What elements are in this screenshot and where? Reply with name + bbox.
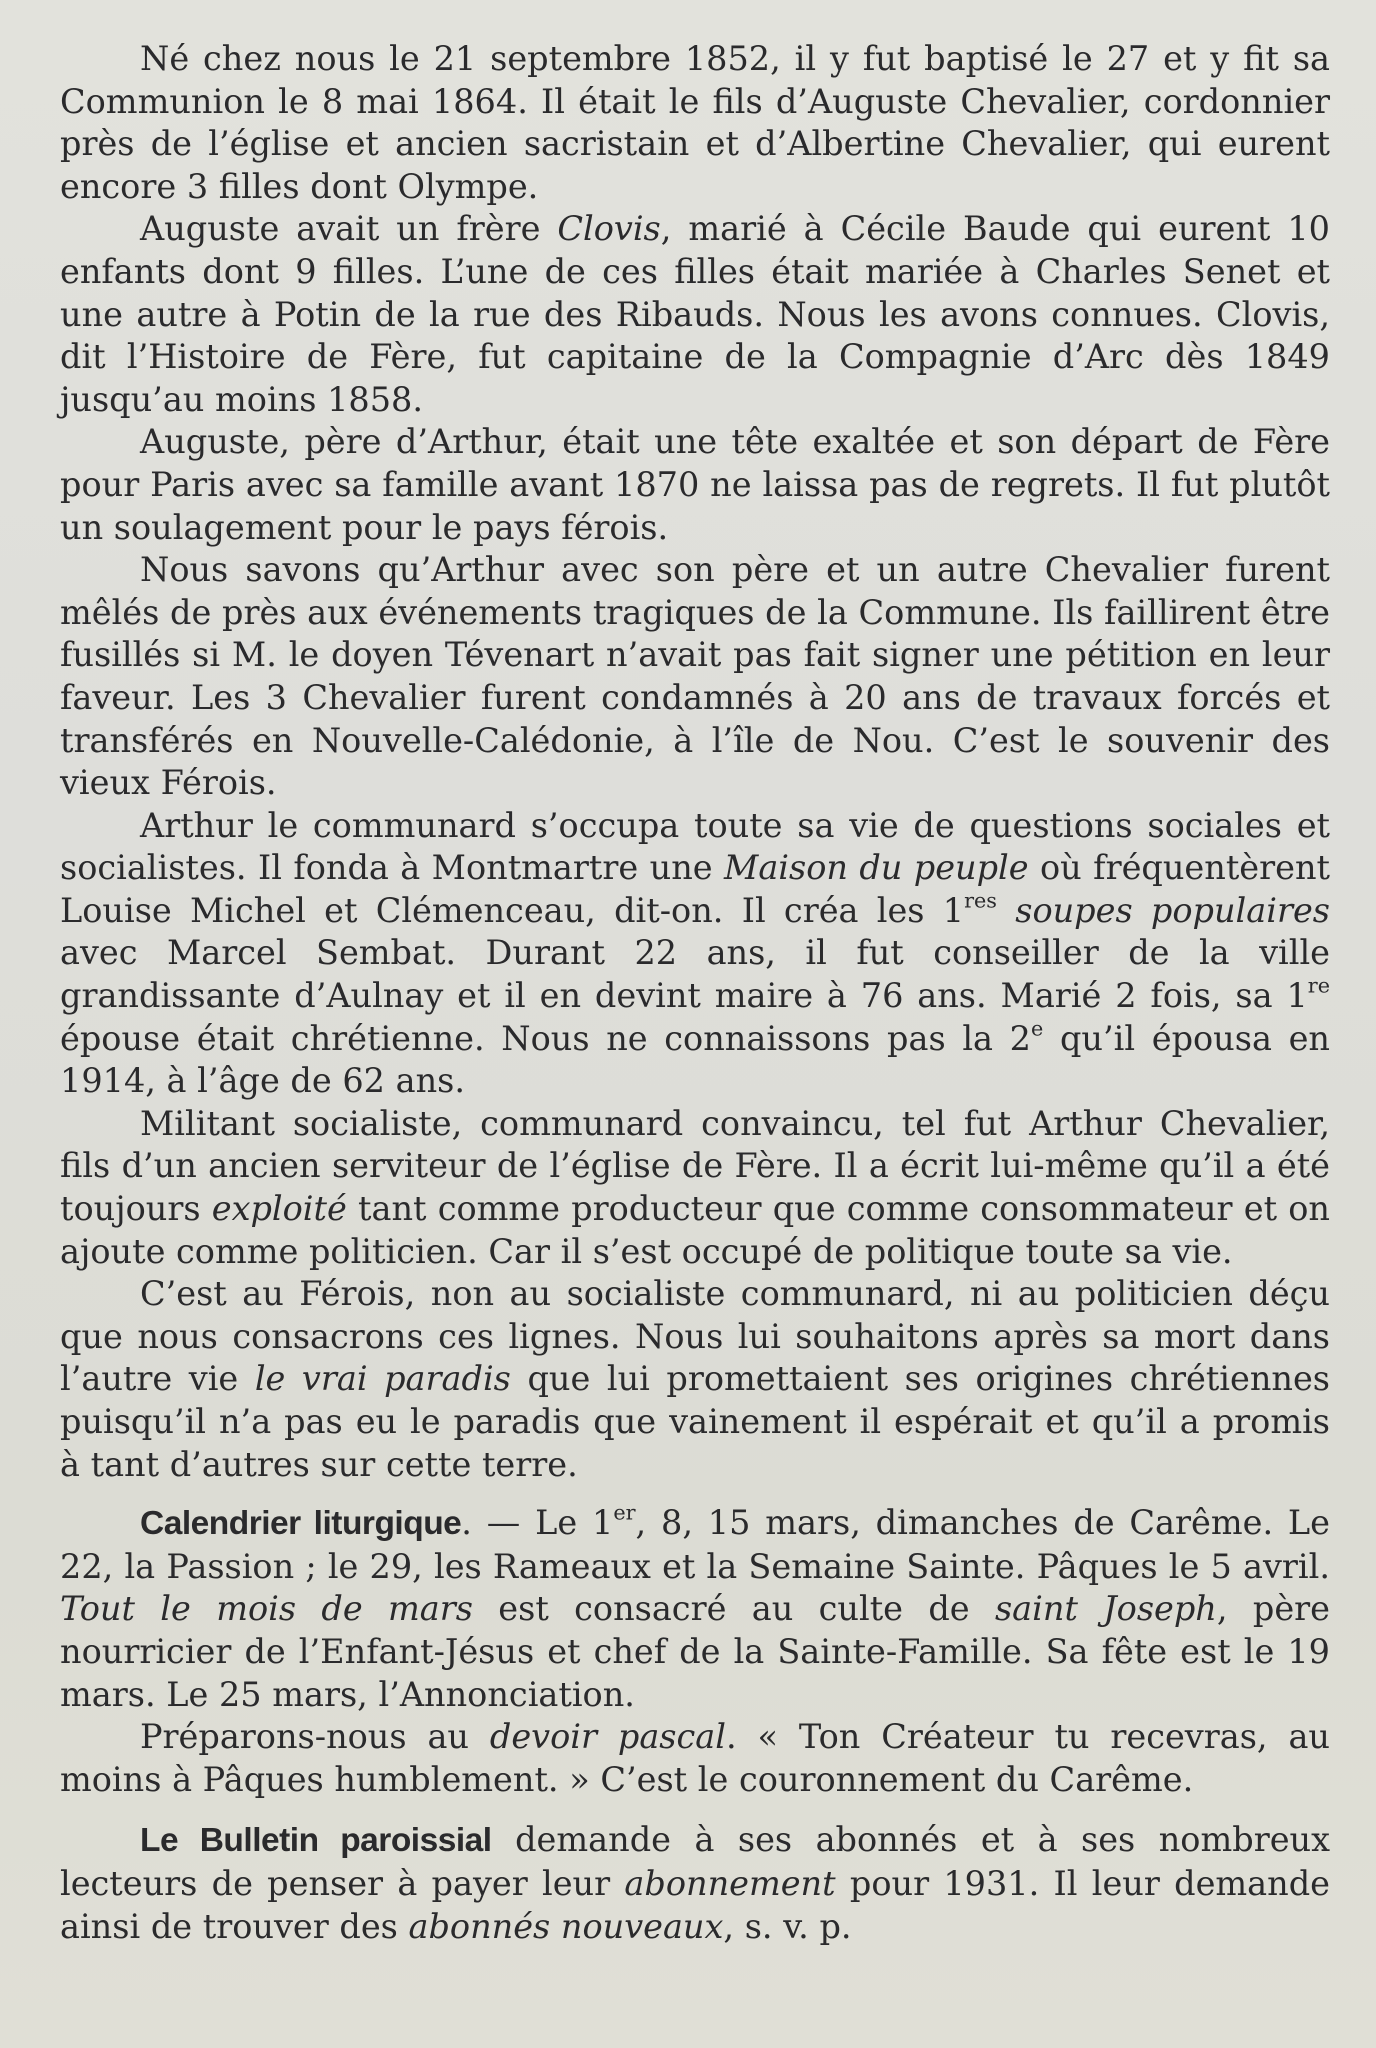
paragraph [60, 1103, 1330, 1273]
italic-text: le vrai paradis [254, 1359, 511, 1399]
text-run: demande à ses abonnés et à ses nombreux lecteurs de penser à payer leur [60, 1820, 1330, 1903]
text-run: Auguste, père d’Arthur, était une tête exaltée et son départ de Fère pour Paris avec sa famille avant 1870 ne laissa pas de regrets. Il fut plutôt un soulagement pour le pays férois. [60, 422, 1330, 547]
superscript: res [964, 888, 997, 913]
text-run: avec Marcel Sembat. Durant 22 ans, il fut conseiller de la ville grandissante d’Aulnay et il en devint maire à 76 ans. Marié 2 fois, sa 1 [60, 933, 1330, 1016]
text-run: est consacré au culte de [472, 1589, 995, 1629]
superscript: re [1307, 973, 1330, 998]
paragraph [60, 1716, 1330, 1801]
text-run: , s. v. p. [723, 1906, 852, 1946]
article-body [60, 38, 1330, 1948]
italic-text: saint Joseph [994, 1589, 1217, 1629]
text-run: Né chez nous le 21 septembre 1852, il y fut baptisé le 27 et y fit sa Communion le 8 mai 1864. Il était le fils d’Auguste Chevalier, cordonnier près de l’église et ancien sacristain et d’Albertine Chevalier, qui eurent encore 3 filles dont Olympe. [60, 39, 1330, 206]
paragraph [60, 805, 1330, 1103]
superscript: er [613, 1500, 636, 1525]
paragraph [60, 421, 1330, 549]
paragraph [60, 549, 1330, 805]
text-run: Auguste avait un frère [140, 209, 558, 249]
text-run: Nous savons qu’Arthur avec son père et un autre Chevalier furent mêlés de près aux événements tragiques de la Commune. Ils faillirent être fusillés si M. le doyen Tévenart n’avait pas fait signer une pétition en leur faveur. Les 3 Chevalier furent condamnés à 20 ans de travaux forcés et transférés en Nouvelle-Calédonie, à l’île de Nou. C’est le souvenir des vieux Férois. [60, 550, 1330, 803]
text-run: , père nourricier de l’Enfant-Jésus et chef de la Sainte-Famille. Sa fête est le 19 mars. Le 25 mars, l’Annonciation. [60, 1589, 1330, 1714]
italic-text: Maison du peuple [724, 848, 1029, 888]
paragraph [60, 1819, 1330, 1948]
italic-text: Tout le mois de mars [60, 1589, 473, 1629]
superscript: e [1031, 1016, 1044, 1041]
text-run: Préparons-nous au [140, 1717, 490, 1757]
section-heading: Calendrier liturgique [140, 1505, 462, 1543]
paragraph [60, 208, 1330, 421]
text-run: C’est au Férois, non au socialiste communard, ni au politicien déçu que nous consacrons ces lignes. Nous lui souhaitons après sa mort dans l’autre vie [60, 1274, 1330, 1399]
text-run [997, 891, 1015, 930]
text-run: , marié à Cécile Baude qui eurent 10 enfants dont 9 filles. L’une de ces filles était mariée à Charles Senet et une autre à Potin de la rue des Ribauds. Nous les avons connues. Clovis, dit l’Histoire de Fère, fut capitaine de la Compagnie d’Arc dès 1849 jusqu’au moins 1858. [60, 209, 1330, 419]
italic-text: abonnement [624, 1863, 836, 1903]
text-run: que lui promettaient ses origines chrétiennes puisqu’il n’a pas eu le paradis que vainement il espérait et qu’il a promis à tant d’autres sur cette terre. [60, 1359, 1331, 1484]
section-heading: Le Bulletin paroissial [140, 1822, 492, 1860]
text-run: pour 1931. Il leur demande ainsi de trouver des [60, 1863, 1330, 1946]
italic-text: abonnés nouveaux [408, 1906, 724, 1946]
text-run: , 8, 15 mars, dimanches de Carême. Le 22, la Passion ; le 29, les Rameaux et la Semaine Sainte. Pâques le 5 avril. [60, 1503, 1330, 1586]
paragraph [60, 38, 1330, 208]
italic-text: exploité [211, 1189, 347, 1229]
text-run: . « Ton Créateur tu recevras, au moins à Pâques humblement. » C’est le couronnement du Carême. [60, 1717, 1330, 1799]
italic-text: soupes populaires [1015, 890, 1330, 930]
paragraph [60, 1273, 1330, 1486]
text-run: où fréquentèrent Louise Michel et Clémenceau, dit-on. Il créa les 1 [60, 848, 1330, 930]
text-run: Arthur le communard s’occupa toute sa vie de questions sociales et socialistes. Il fonda à Montmartre une [60, 805, 1330, 888]
italic-text: Clovis [557, 209, 661, 249]
text-run: . — Le 1 [461, 1503, 614, 1543]
italic-text: devoir pascal [489, 1717, 726, 1757]
text-run: qu’il épousa en 1914, à l’âge de 62 ans. [60, 1018, 1330, 1101]
paragraph [60, 1502, 1330, 1716]
text-run: Militant socialiste, communard convaincu, tel fut Arthur Chevalier, fils d’un ancien serviteur de l’église de Fère. Il a écrit lui-même qu’il a été toujours [60, 1103, 1330, 1229]
text-run: tant comme producteur que comme consommateur et on ajoute comme politicien. Car il s’est occupé de politique toute sa vie. [60, 1189, 1330, 1271]
text-run: épouse était chrétienne. Nous ne connaissons pas la 2 [60, 1018, 1031, 1058]
